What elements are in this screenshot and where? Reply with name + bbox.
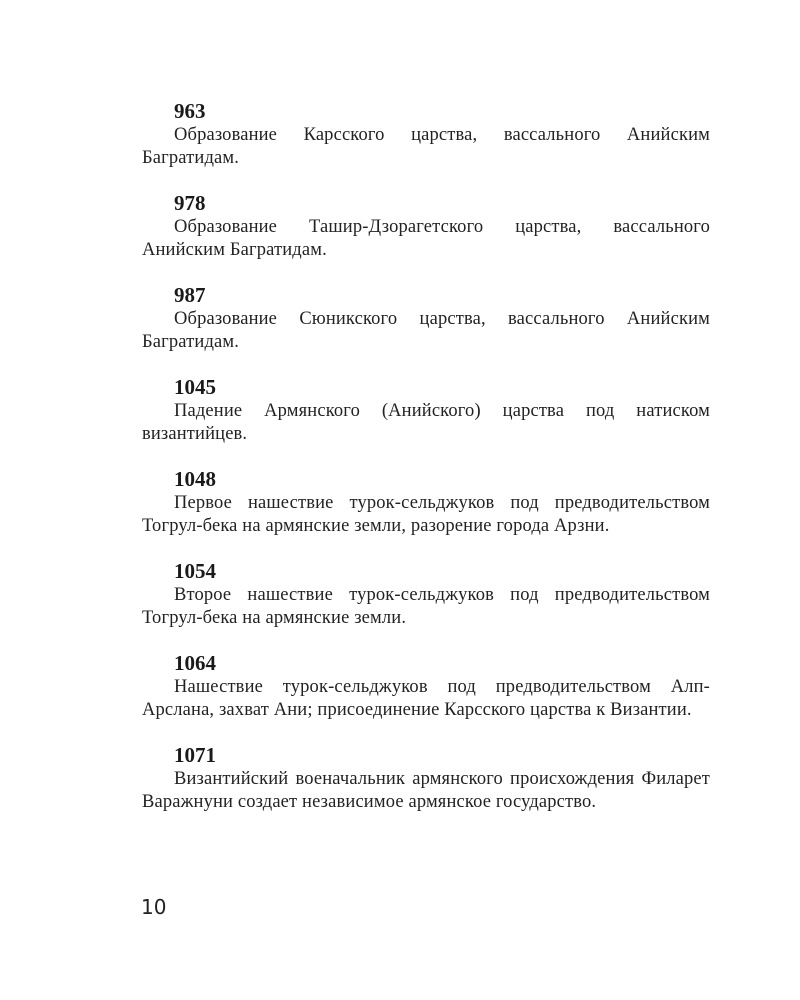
page-number: 10 — [141, 895, 167, 919]
chronology-entry — [142, 98, 710, 170]
chronology-entry — [142, 650, 710, 722]
entry-year: 1064 — [174, 651, 216, 675]
chronology-entry — [142, 466, 710, 538]
entry-year: 1048 — [174, 467, 216, 491]
entry-year: 1045 — [174, 375, 216, 399]
entry-description: Первое нашествие турок-сельджуков под предводительством Тогрул-бека на армянские земли, разорение города Арзни. — [142, 493, 710, 536]
entry-description: Второе нашествие турок-сельджуков под предводительством Тогрул-бека на армянские земли. — [142, 585, 710, 628]
entry-year: 1071 — [174, 743, 216, 767]
entry-description: Образование Карсского царства, вассального Анийским Багратидам. — [142, 125, 710, 168]
entry-year: 963 — [174, 99, 206, 123]
entry-description: Образование Сюникского царства, вассального Анийским Багратидам. — [142, 309, 710, 352]
chronology-entry — [142, 282, 710, 354]
entry-description: Образование Ташир-Дзорагетского царства, вассального Анийским Багратидам. — [142, 217, 710, 260]
chronology-entry — [142, 190, 710, 262]
entry-description: Падение Армянского (Анийского) царства под натиском византийцев. — [142, 401, 710, 444]
chronology-entry — [142, 558, 710, 630]
chronology-entry — [142, 374, 710, 446]
chronology-entry — [142, 742, 710, 814]
entry-description: Византийский военачальник армянского происхождения Филарет Варажнуни создает независимое армянское государство. — [142, 769, 710, 812]
entry-year: 978 — [174, 191, 206, 215]
entry-year: 987 — [174, 283, 206, 307]
entry-description: Нашествие турок-сельджуков под предводительством Алп-Арслана, захват Ани; присоединение Карсского царства к Византии. — [142, 677, 710, 720]
chronology-list — [142, 98, 710, 834]
entry-year: 1054 — [174, 559, 216, 583]
